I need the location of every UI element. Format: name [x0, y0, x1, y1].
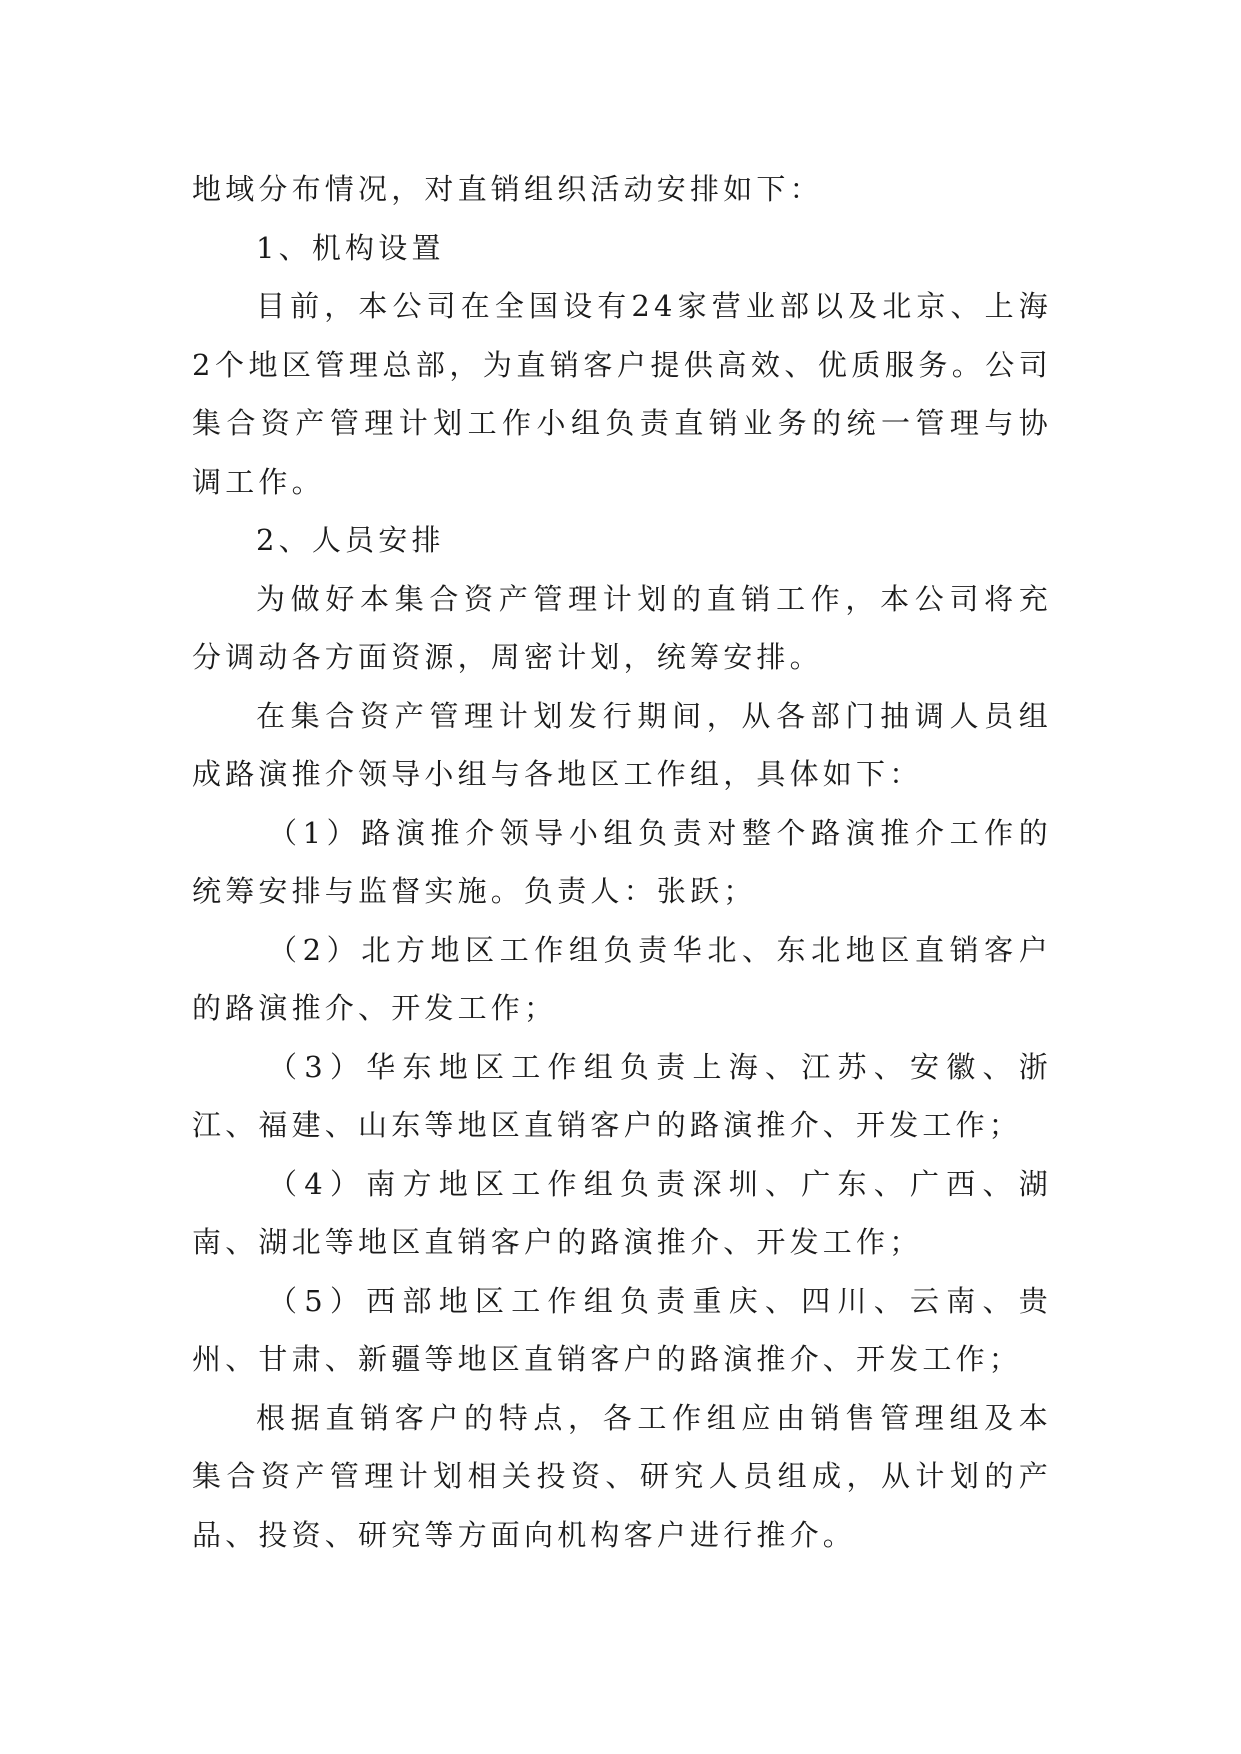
list-item-leadership-group: （1）路演推介领导小组负责对整个路演推介工作的统筹安排与监督实施。负责人：张跃； [192, 815, 1052, 908]
intro-paragraph: 地域分布情况，对直销组织活动安排如下： [192, 172, 823, 206]
section-heading-institution-setup: 1、机构设置 [256, 230, 445, 265]
staffing-paragraph: 为做好本集合资产管理计划的直销工作，本公司将充分调动各方面资源，周密计划，统筹安排。 [192, 581, 1052, 674]
closing-paragraph: 根据直销客户的特点，各工作组应由销售管理组及本集合资产管理计划相关投资、研究人员组成，从计划的产品、投资、研究等方面向机构客户进行推介。 [192, 1400, 1052, 1552]
institution-setup-paragraph: 目前，本公司在全国设有24家营业部以及北京、上海2个地区管理总部，为直销客户提供高效、优质服务。公司集合资产管理计划工作小组负责直销业务的统一管理与协调工作。 [192, 289, 1052, 499]
list-item-south-group: （4）南方地区工作组负责深圳、广东、广西、湖南、湖北等地区直销客户的路演推介、开发工作； [192, 1166, 1052, 1259]
list-item-east-group: （3）华东地区工作组负责上海、江苏、安徽、浙江、福建、山东等地区直销客户的路演推介、开发工作； [192, 1049, 1052, 1142]
list-item-west-group: （5）西部地区工作组负责重庆、四川、云南、贵州、甘肃、新疆等地区直销客户的路演推介、开发工作； [192, 1283, 1052, 1376]
working-group-intro-paragraph: 在集合资产管理计划发行期间，从各部门抽调人员组成路演推介领导小组与各地区工作组，具体如下： [192, 698, 1052, 791]
document-body [192, 160, 1052, 1564]
list-item-north-group: （2）北方地区工作组负责华北、东北地区直销客户的路演推介、开发工作； [192, 932, 1052, 1025]
section-heading-staffing: 2、人员安排 [256, 523, 445, 557]
